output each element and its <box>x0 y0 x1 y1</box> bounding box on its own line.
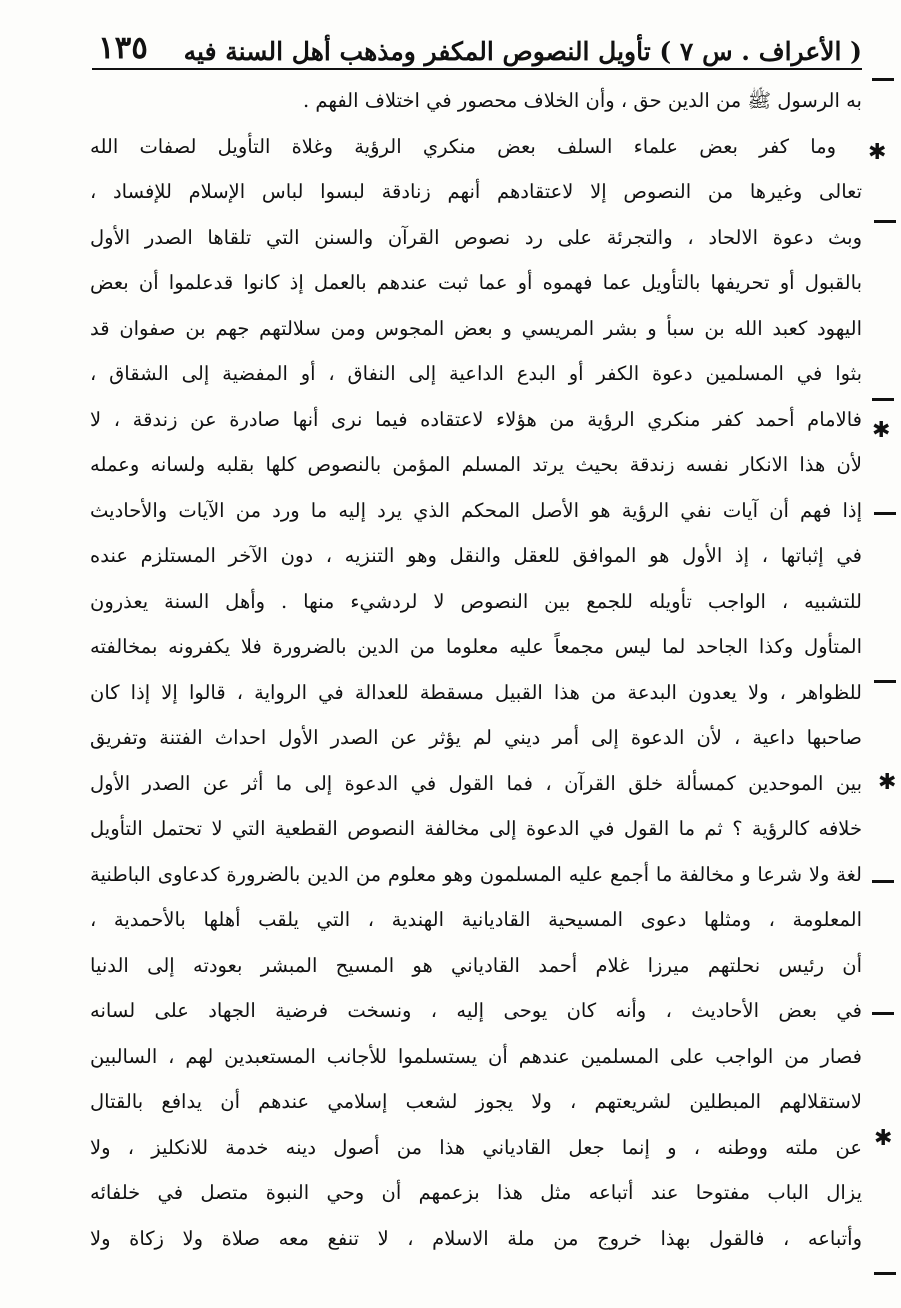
margin-dash-mark <box>874 1272 896 1275</box>
text-line: اليهود كعبد الله بن سبأ و بشر المريسي و بعض المجوس ومن سلالتهم جهم بن صفوان قد <box>90 316 862 340</box>
text-line: المعلومة ، ومثلها دعوى المسيحية القاديانية الهندية ، التي يلقب أهلها بالأحمدية ، <box>90 908 862 931</box>
text-line: المتأول وكذا الجاحد لما ليس مجمعاً عليه معلوما من الدين بالضرورة فلا يكفرونه بمخالفته <box>90 635 862 658</box>
text-line: تعالى وغيرها من النصوص إلا لاعتقادهم أنهم زنادقة لبسوا لباس الإسلام للإفساد ، <box>90 180 862 203</box>
margin-dash-mark <box>874 220 896 223</box>
text-line: إذا فهم أن آيات نفي الرؤية هو الأصل المحكم الذي يرد إليه ما ورد من الآيات والأحاديث <box>90 498 862 522</box>
text-line: عن ملته ووطنه ، و إنما جعل القادياني هذا من أصول دينه خدمة للانكليز ، ولا <box>90 1135 862 1159</box>
text-line: يزال الباب مفتوحا عند أتباعه مثل هذا بزعمهم أن وحي النبوة متصل في خلفائه <box>90 1181 862 1204</box>
text-line: وبث دعوة الالحاد ، والتجرئة على رد نصوص القرآن والسنن التي تلقاها الصدر الأول <box>90 225 862 249</box>
margin-star-mark: ✱ <box>878 770 897 795</box>
margin-star-mark: ✱ <box>872 418 891 443</box>
body-text <box>90 78 862 1261</box>
text-line: به الرسول ﷺ من الدين حق ، وأن الخلاف محصور في اختلاف الفهم . <box>302 89 862 112</box>
text-line: وما كفر بعض علماء السلف بعض منكري الرؤية وغلاة التأويل لصفات الله <box>90 134 836 158</box>
running-title: ( الأعراف . س ٧ ) تأويل النصوص المكفر ومذهب أهل السنة فيه <box>183 37 862 66</box>
text-line: لاستقلالهم المبطلين لشريعتهم ، ولا يجوز لشعب إسلامي عندهم أن يدافع بالقتال <box>90 1090 862 1113</box>
margin-dash-mark <box>874 680 896 683</box>
text-line: بالقبول أو تحريفها بالتأويل عما فهموه أو عما ثبت عندهم بالعمل إذ كانوا قدعلموا أن بعض <box>90 271 862 294</box>
text-line: خلافه كالرؤية ؟ ثم ما القول في الدعوة إلى مخالفة النصوص القطعية التي لا تحتمل التأويل <box>90 817 862 840</box>
margin-dash-mark <box>872 1012 894 1015</box>
text-line: لغة ولا شرعا و مخالفة ما أجمع عليه المسلمون وهو معلوم من الدين بالضرورة كدعاوى الباطنية <box>90 862 862 886</box>
margin-dash-mark <box>874 512 896 515</box>
text-line: فصار من الواجب على المسلمين عندهم أن يستسلموا للأجانب المستعبدين لهم ، السالبين <box>90 1044 862 1068</box>
text-line: وأتباعه ، فالقول بهذا خروج من ملة الاسلام ، لا تنفع معه صلاة ولا زكاة ولا <box>90 1226 862 1250</box>
margin-dash-mark <box>872 880 894 883</box>
margin-star-mark: ✱ <box>868 140 887 165</box>
margin-star-mark: ✱ <box>874 1126 893 1151</box>
text-line: في إثباتها ، إذ الأول هو الموافق للعقل والنقل وهو التنزيه ، دون الآخر المستلزم عنده <box>90 544 862 567</box>
text-line: أن رئيس نحلتهم ميرزا غلام أحمد القادياني هو المسيح المبشر بعودته إلى الدنيا <box>90 953 862 977</box>
text-line: صاحبها داعية ، لأن الدعوة إلى أمر ديني لم يؤثر عن الصدر الأول احداث الفتنة وتفريق <box>90 726 862 749</box>
text-line: في بعض الأحاديث ، وأنه كان يوحى إليه ، ونسخت فرضية الجهاد على لسانه <box>90 999 862 1022</box>
text-line: فالامام أحمد كفر منكري الرؤية من هؤلاء لاعتقاده فيما نرى أنها صادرة عن زندقة ، لا <box>90 407 862 431</box>
text-line: للظواهر ، ولا يعدون البدعة من هذا القبيل مسقطة للعدالة في الرواية ، قالوا إلا إذا كان <box>90 680 862 704</box>
text-line: بثوا في المسلمين دعوة الكفر أو البدع الداعية إلى النفاق ، أو المفضية إلى الشقاق ، <box>90 362 862 385</box>
text-line: لأن هذا الانكار نفسه زندقة بحيث يرتد المسلم المؤمن بالنصوص كلها بقلبه ولسانه وعمله <box>90 453 862 476</box>
margin-dash-mark <box>872 398 894 401</box>
page-number: ١٣٥ <box>98 30 148 66</box>
text-line: بين الموحدين كمسألة خلق القرآن ، فما القول في الدعوة إلى ما أثر عن الصدر الأول <box>90 771 862 795</box>
text-line: للتشبيه ، الواجب تأويله للجمع بين النصوص لا لردشيء منها . وأهل السنة يعذرون <box>90 589 862 613</box>
margin-dash-mark <box>872 78 894 81</box>
page-header <box>92 22 862 70</box>
